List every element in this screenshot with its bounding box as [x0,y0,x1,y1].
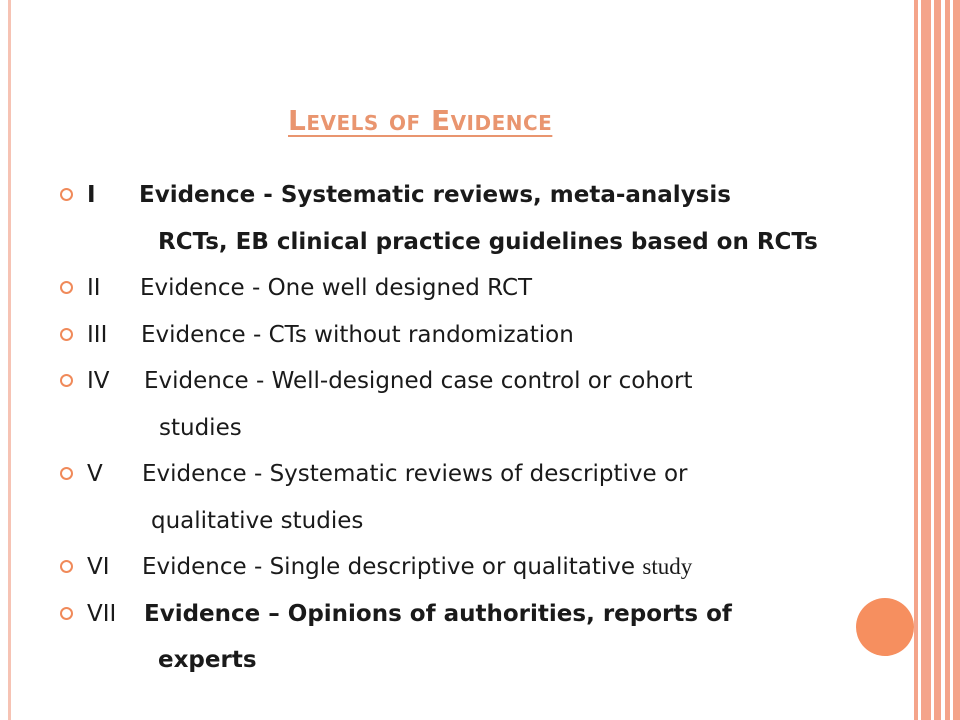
slide-title: Levels of Evidence [288,104,553,137]
continuation-text: RCTs, EB clinical practice guidelines based on RCTs [158,228,818,255]
level-text-group [142,544,692,591]
level-text-tail: study [642,554,693,579]
list-item-continuation [60,637,880,684]
level-label: IV [87,368,110,394]
list-item-level-i [60,172,880,219]
list-item-level-vi [60,544,880,591]
evidence-list [60,172,880,684]
level-text: Evidence - Single descriptive or qualitative [142,554,636,580]
list-item-level-v [60,451,880,498]
list-item-continuation [60,219,880,266]
list-item-level-vii [60,591,880,638]
level-label: VII [87,600,117,627]
hollow-circle-bullet-icon [60,281,73,294]
level-label: I [87,182,96,208]
level-text: Evidence – Opinions of authorities, reports of [144,600,732,627]
level-text: Evidence - Systematic reviews of descriptive or [142,461,688,487]
list-item-level-ii [60,265,880,312]
decorative-orange-circle [856,598,914,656]
stripe [950,0,953,720]
left-border-line [8,0,11,720]
list-item-level-iii [60,312,880,359]
level-label: II [87,275,101,301]
level-label: VI [87,554,110,580]
continuation-text: studies [159,414,242,441]
hollow-circle-bullet-icon [60,467,73,480]
stripe [931,0,934,720]
stripe [918,0,921,720]
level-text: Evidence - CTs without randomization [141,321,574,348]
continuation-text: experts [158,647,257,673]
hollow-circle-bullet-icon [60,188,73,201]
list-item-continuation [60,405,880,452]
hollow-circle-bullet-icon [60,374,73,387]
hollow-circle-bullet-icon [60,607,73,620]
list-item-level-iv [60,358,880,405]
hollow-circle-bullet-icon [60,328,73,341]
level-label: III [87,321,108,348]
list-item-continuation [60,498,880,545]
hollow-circle-bullet-icon [60,560,73,573]
level-text: Evidence - Well-designed case control or cohort [144,368,693,394]
level-text: Evidence - One well designed RCT [140,275,533,301]
level-label: V [87,461,103,487]
right-decorative-stripes [914,0,960,720]
level-text: Evidence - Systematic reviews, meta-analysis [139,182,731,208]
stripe [941,0,945,720]
continuation-text: qualitative studies [151,507,364,534]
